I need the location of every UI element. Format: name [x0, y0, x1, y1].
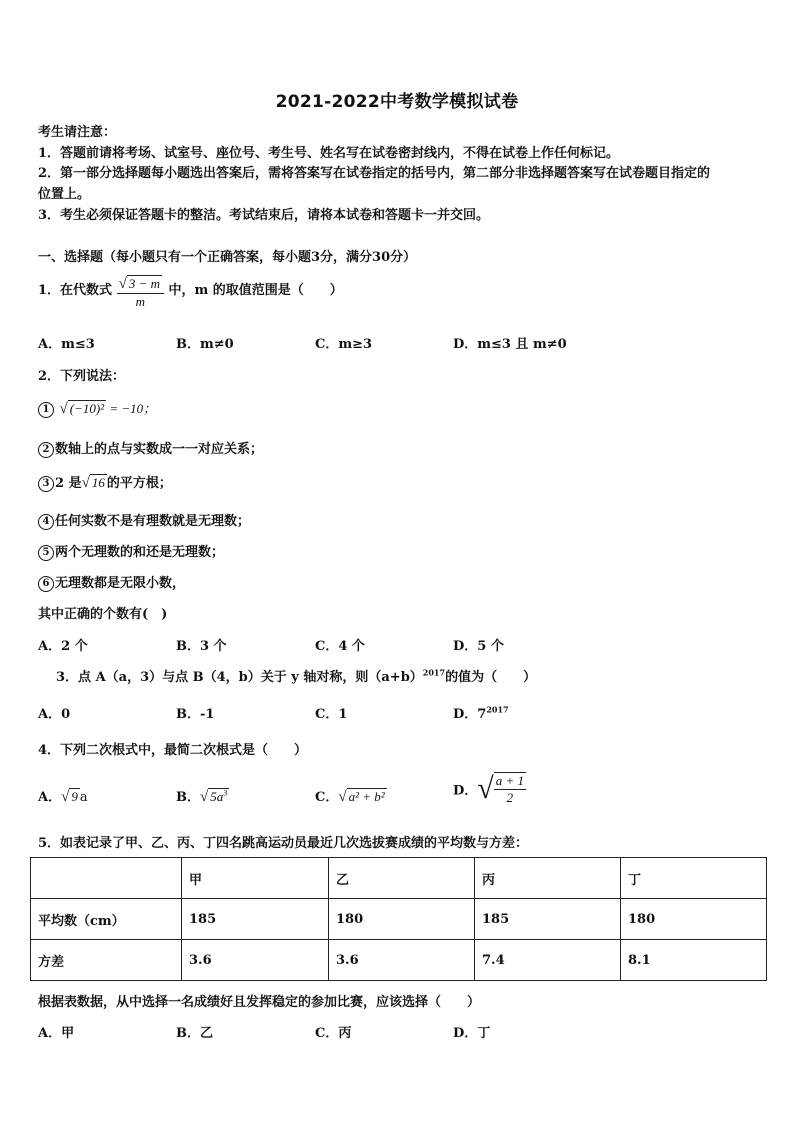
notice-item-2: 2．第一部分选择题每小题选出答案后，需将答案写在试卷指定的括号内，第二部分非选择题答案写在试卷题目指定的: [38, 166, 711, 181]
q1-suffix: 中，m 的取值范围是（ ）: [168, 283, 343, 298]
q2-statement-4: 4 任何实数不是有理数就是无理数；: [38, 510, 250, 530]
q3-exponent: 2017: [422, 667, 446, 678]
table-cell: 乙: [329, 858, 475, 899]
table-cell: 180: [329, 899, 475, 940]
question-1: [38, 276, 343, 310]
table-header-row: [31, 858, 767, 899]
q3-option-a: A．0: [38, 707, 71, 722]
notice-item-1: 1．答题前请将考场、试室号、座位号、考生号、姓名写在试卷密封线内，不得在试卷上作任何标记。: [38, 146, 620, 161]
q2-question: 其中正确的个数有( ): [38, 607, 168, 622]
marker-5: 5: [38, 545, 54, 561]
q1-option-b: B．m≠0: [176, 337, 234, 352]
section-heading: 一、选择题（每小题只有一个正确答案，每小题3分，满分30分）: [38, 250, 417, 265]
table-cell: 丙: [475, 858, 621, 899]
table-cell: 7.4: [475, 940, 621, 981]
q5-option-d: D．丁: [453, 1026, 491, 1041]
q2-s1-expression: √ (−10)² = −10；: [59, 401, 157, 417]
table-cell: 185: [182, 899, 329, 940]
table-cell: 180: [621, 899, 767, 940]
q2-statement-3: 3 2 是√ 16 的平方根；: [38, 472, 172, 492]
table-cell: 方差: [31, 940, 182, 981]
q2-option-d: D．5 个: [453, 639, 504, 654]
q1-option-d: D．m≤3 且 m≠0: [453, 337, 567, 352]
q4-stem: 4．下列二次根式中，最简二次根式是（ ）: [38, 743, 308, 758]
notice-item-3: 3．考生必须保证答题卡的整洁。考试结束后，请将本试卷和答题卡一并交回。: [38, 208, 490, 223]
q1-fraction: [117, 276, 164, 310]
q1-denominator: m: [135, 294, 145, 309]
notice-heading: 考生请注意：: [38, 125, 117, 140]
table-cell: 甲: [182, 858, 329, 899]
q5-question: 根据表数据，从中选择一名成绩好且发挥稳定的参加比赛，应该选择（ ）: [38, 995, 481, 1010]
notice-item-2-cont: 位置上。: [38, 187, 91, 202]
table-row: [31, 899, 767, 940]
q5-stem: 5．如表记录了甲、乙、丙、丁四名跳高运动员最近几次选拔赛成绩的平均数与方差：: [38, 836, 529, 851]
q1-prefix: 1．在代数式: [38, 283, 113, 298]
q3-stem: 3．点 A（a，3）与点 B（4，b）关于 y 轴对称，则$(a+b)^{2017}$的值为（ ）: [56, 667, 537, 685]
q2-statement-1: [38, 398, 156, 418]
table-cell: 185: [475, 899, 621, 940]
marker-6: 6: [38, 576, 54, 592]
q4-option-a: A．√ 9 a: [38, 789, 88, 805]
q5-option-a: A．甲: [38, 1026, 75, 1041]
q1-numerator: √ 3 − m: [117, 276, 164, 294]
table-cell: [31, 858, 182, 899]
q2-option-a: A．2 个: [38, 639, 88, 654]
q1-option-a: A．m≤3: [38, 337, 95, 352]
page-title: 2021-2022中考数学模拟试卷: [275, 92, 519, 112]
marker-1: 1: [38, 402, 54, 418]
q2-option-b: B．3 个: [176, 639, 227, 654]
q3-option-c: C．1: [315, 707, 348, 722]
marker-3: 3: [38, 476, 54, 492]
q2-stem: 2．下列说法：: [38, 369, 126, 384]
score-table: [30, 857, 767, 981]
q3-option-d: D．$7^{2017}$: [453, 704, 509, 722]
q2-s3-radical: √ 16: [81, 475, 105, 491]
q5-option-c: C．丙: [315, 1026, 352, 1041]
q1-option-c: C．m≥3: [315, 337, 373, 352]
q2-statement-5: 5 两个无理数的和还是无理数；: [38, 541, 224, 561]
q4-option-d: D．√ $\frac{a + 1}{2}$: [453, 772, 525, 805]
table-cell: 3.6: [182, 940, 329, 981]
marker-2: 2: [38, 442, 54, 458]
q4-option-b: B．√ $5a^3$: [176, 788, 228, 805]
table-cell: 丁: [621, 858, 767, 899]
q2-statement-6: 6 无理数都是无限小数，: [38, 572, 185, 592]
table-row: [31, 940, 767, 981]
q5-option-b: B．乙: [176, 1026, 213, 1041]
q3-option-b: B．-1: [176, 707, 215, 722]
marker-4: 4: [38, 514, 54, 530]
q2-option-c: C．4 个: [315, 639, 365, 654]
q2-statement-2: 2 数轴上的点与实数成一一对应关系；: [38, 438, 263, 458]
table-cell: 平均数（cm）: [31, 899, 182, 940]
table-cell: 3.6: [329, 940, 475, 981]
q4-option-c: C．√ a² + b²: [315, 789, 385, 805]
table-cell: 8.1: [621, 940, 767, 981]
